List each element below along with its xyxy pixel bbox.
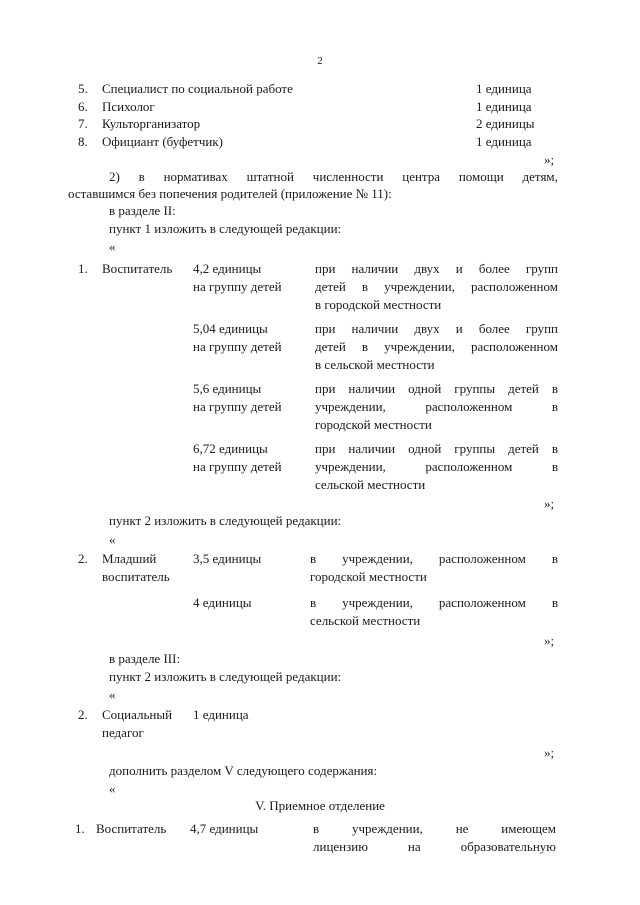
justified-line [310,550,558,567]
word: в [551,551,558,566]
position-name-line1: Социальный [102,707,173,722]
list-item-qty: 1 единица [476,133,532,149]
quantity-line1: 4,2 единицы [193,261,262,276]
instruction: пункт 2 изложить в следующей редакции: [109,513,342,528]
word: при [315,441,336,456]
quantity: 4 единицы [193,595,252,610]
word: имеющем [501,821,556,836]
word: лицензию [313,839,368,854]
quantity: 3,5 единицы [193,551,262,566]
word: образовательную [460,839,556,854]
word: более [478,321,510,336]
word: учреждении, [384,279,455,294]
word: группы [454,381,496,396]
open-quote: « [109,687,116,702]
justified-line [315,278,558,295]
word: детей [315,279,346,294]
open-quote: « [109,239,116,254]
word: учреждении, [342,551,413,566]
page-number: 2 [317,55,323,67]
quantity-line2: на группу детей [193,339,282,354]
list-item-qty: 1 единица [476,98,532,114]
row-number: 1. [75,821,85,836]
close-quote: »; [544,633,555,648]
word: учреждении, [315,399,386,414]
justified-line [315,458,558,475]
word: расположенном [438,595,526,610]
justified-line [315,440,558,457]
word: не [455,821,469,836]
position-name-line2: воспитатель [102,569,170,584]
section-title: V. Приемное отделение [255,798,385,813]
list-number: 7. [78,116,88,131]
close-quote: »; [544,745,555,760]
list-item-name: Официант (буфетчик) [102,133,223,149]
word: в [551,381,558,396]
justified-line [315,380,558,397]
instruction: пункт 2 изложить в следующей редакции: [109,669,342,684]
word: при [315,261,336,276]
condition-last-line: сельской местности [310,613,421,628]
list-number: 5. [78,81,88,96]
word: учреждении, [342,595,413,610]
quantity-line2: на группу детей [193,279,282,294]
row-number: 1. [78,261,88,276]
word: учреждении, [384,339,455,354]
word: расположенном [471,339,558,354]
word: помощи [458,169,504,184]
row-number: 2. [78,707,88,722]
section-ref: в разделе II: [109,203,176,218]
word: и [455,261,463,276]
section-ref: в разделе III: [109,651,181,666]
list-item-qty: 1 единица [476,81,532,96]
word: детей [315,339,346,354]
word: и [455,321,463,336]
word: групп [525,321,558,336]
word: наличии [351,321,399,336]
word: на [407,839,421,854]
word: более [478,261,510,276]
word: двух [414,261,440,276]
condition-last-line: городской местности [310,569,427,584]
word: двух [414,321,440,336]
word: в [361,339,369,354]
justified-line [315,260,558,277]
quantity-line2: на группу детей [193,459,282,474]
position-name-line2: педагог [102,725,144,740]
quantity-line2: на группу детей [193,399,282,414]
list-item-name: Специалист по социальной работе [102,81,293,96]
condition-last-line: в сельской местности [315,357,435,372]
justified-line [313,838,556,855]
word: в [310,595,317,610]
word: расположенном [471,279,558,294]
word: в [310,551,317,566]
quantity-line1: 5,6 единицы [193,381,262,396]
word: центра [402,169,441,184]
row-number: 2. [78,551,88,566]
justified-line [313,820,556,837]
word: одной [408,441,442,456]
condition-last-line: сельской местности [315,477,426,492]
word: наличии [348,381,396,396]
quantity-line1: 6,72 единицы [193,441,268,456]
instruction: дополнить разделом V следующего содержания: [109,763,378,778]
word: 2) [109,169,120,184]
word: штатной [246,169,294,184]
condition-last-line: в городской местности [315,297,442,312]
paragraph-line [109,168,558,185]
word: наличии [351,261,399,276]
quantity-line1: 5,04 единицы [193,321,268,336]
word: расположенном [438,551,526,566]
word: учреждении, [352,821,423,836]
word: детей [508,381,539,396]
word: в [138,169,145,184]
position-name: Воспитатель [96,821,167,836]
word: нормативах [163,169,228,184]
list-number: 6. [78,98,88,114]
condition-last-line: городской местности [315,417,432,432]
word: в [551,441,558,456]
word: группы [454,441,496,456]
close-quote: »; [544,152,555,167]
quantity: 1 единица [193,707,249,722]
list-item-name: Культорганизатор [102,116,201,131]
instruction: пункт 1 изложить в следующей редакции: [109,221,342,236]
word: групп [525,261,558,276]
quantity: 4,7 единицы [190,821,259,836]
word: детей [508,441,539,456]
paragraph-line: оставшимся без попечения родителей (приложение № 11): [68,186,392,201]
justified-line [315,398,558,415]
word: учреждении, [315,459,386,474]
word: в [313,821,320,836]
word: наличии [348,441,396,456]
word: при [315,381,336,396]
justified-line [315,320,558,337]
open-quote: « [109,781,116,796]
list-item-qty: 2 единицы [476,116,535,131]
close-quote: »; [544,496,555,511]
word: детям, [522,169,558,184]
list-number: 8. [78,133,88,149]
list-item-name: Психолог [102,98,155,114]
word: в [551,399,558,414]
justified-line [315,338,558,355]
position-name: Воспитатель [102,261,173,276]
word: в [551,459,558,474]
word: одной [408,381,442,396]
word: расположенном [425,399,513,414]
word: расположенном [425,459,513,474]
open-quote: « [109,532,116,547]
word: численности [312,169,384,184]
justified-line [310,594,558,611]
position-name-line1: Младший [102,551,157,566]
word: при [315,321,336,336]
word: в [361,279,369,294]
word: в [551,595,558,610]
